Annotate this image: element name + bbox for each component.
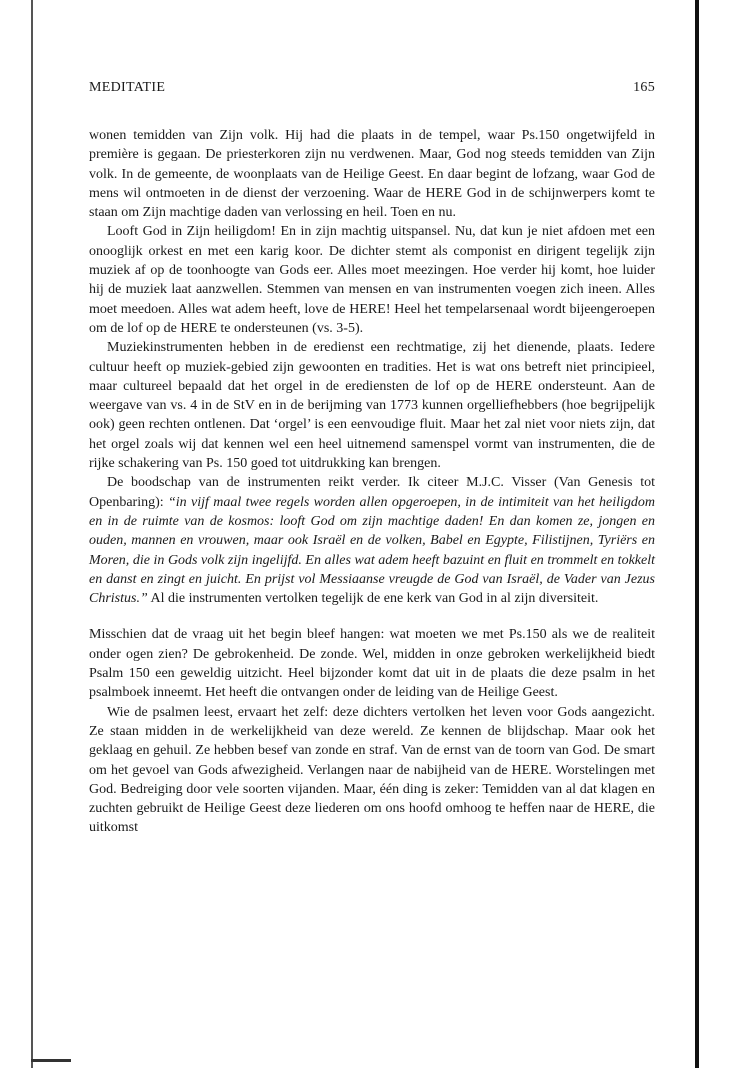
scan-edge-bottom: [31, 1059, 71, 1062]
paragraph-5: Misschien dat de vraag uit het begin bleef hangen: wat moeten we met Ps.150 als we de realiteit onder ogen zien? De gebrokenheid. De zonde. Wel, midden in onze gebroken werkelijkheid biedt Psalm 150 een geweldig uitzicht. Heel bijzonder komt dat uit in de plaats die deze psalm in het psalmboek inneemt. Het heeft die ontvangen onder de leiding van de Heilige Geest.: [89, 627, 655, 701]
paragraph-3: Muziekinstrumenten hebben in de eredienst een rechtmatige, zij het dienende, plaats. Iedere cultuur heeft op muziek-gebied zijn gewoonten en tradities. Het is wat ons betreft niet principieel, maar cultureel bepaald dat het orgel in de erediensten de lof op de HERE ondersteunt. Aan de weergave van vs. 4 in de StV en in de berijming van 1773 kunnen orgelliefhebbers (hoe begrijpelijk ook) geen rechten ontlenen. Dat ‘orgel’ is een eenvoudige fluit. Maar het zal niet voor niets zijn, dat het orgel zoals wij dat kennen wel een heel uitnemend samenspel vormt van instrumenten, die de rijke schakering van Ps. 150 goed tot uitdrukking kan brengen.: [89, 340, 655, 472]
body-text: [89, 126, 655, 838]
quote-outro: Al die instrumenten vertolken tegelijk de ene kerk van God in al zijn diversiteit.: [147, 591, 599, 607]
scan-edge-right: [695, 0, 699, 1068]
running-header: [89, 80, 655, 110]
page-number: 165: [633, 80, 655, 95]
quote-intro: De boodschap van de instrumenten reikt verder. Ik citeer M.J.C. Visser (Van Genesis tot Openbaring):: [89, 475, 655, 510]
running-title: MEDITATIE: [89, 80, 166, 95]
paragraph-6: Wie de psalmen leest, ervaart het zelf: deze dichters vertolken het leven voor Gods aangezicht. Ze staan midden in de werkelijkheid van deze wereld. Ze kennen de blijdschap. Maar ook het geklaag en gehuil. Ze hebben besef van zonde en straf. Van de ernst van de toorn van God. De smart om het gevoel van Gods afwezigheid. Verlangen naar de nabijheid van de HERE. Worstelingen met God. Bedreiging door vele soorten vijanden. Maar, één ding is zeker: Temidden van al dat klagen en zuchten gebruikt de Heilige Geest deze liederen om ons hoofd omhoog te heffen naar de HERE, die uitkomst: [89, 704, 655, 836]
paragraph-1: wonen temidden van Zijn volk. Hij had die plaats in de tempel, waar Ps.150 ongetwijfeld in première is gegaan. De priesterkoren zijn nu verdwenen. Maar, God nog steeds temidden van Zijn volk. In de gemeente, de woonplaats van de Heilige Geest. En daar begint de lofzang, waar God de mens wil ontmoeten in de dienst der verzoening. Waar de HERE God in de schijnwerpers komt te staan om Zijn machtige daden van verlossing en heil. Toen en nu.: [89, 128, 655, 221]
paragraph-4-quote: [89, 473, 655, 608]
book-page: [89, 80, 655, 838]
scan-edge-left: [31, 0, 33, 1068]
visser-quote: “in vijf maal twee regels worden allen opgeroepen, in de intimiteit van het heiligdom en in de ruimte van de kosmos: looft God om zijn machtige daden! En dan komen ze, jongen en ouden, mannen en vrouwen, maar ook Israël en de volken, Babel en Egypte, Filistijnen, Tyriërs en Moren, die in Gods volk zijn ingelijfd. En alles wat adem heeft bazuint en fluit en trommelt en tokkelt en danst en zingt en juicht. En prijst vol Messiaanse vreugde de God van Israël, de Vader van Jezus Christus.”: [89, 494, 655, 607]
paragraph-2: Looft God in Zijn heiligdom! En in zijn machtig uitspansel. Nu, dat kun je niet afdoen met een onooglijk orkest en met een karig koor. De dichter stemt als componist en dirigent tegelijk zijn muziek af op de toonhoogte van Gods eer. Alles moet meezingen. Hoe verder hij komt, hoe luider hij de muziek laat aanzwellen. Stemmen van mensen en van instrumenten voegen zich ineen. Alles moet meedoen. Alles wat adem heeft, love de HERE! Heel het tempelarsenaal wordt bijeengeroepen om de lof op de HERE te ondersteunen (vs. 3-5).: [89, 224, 655, 336]
